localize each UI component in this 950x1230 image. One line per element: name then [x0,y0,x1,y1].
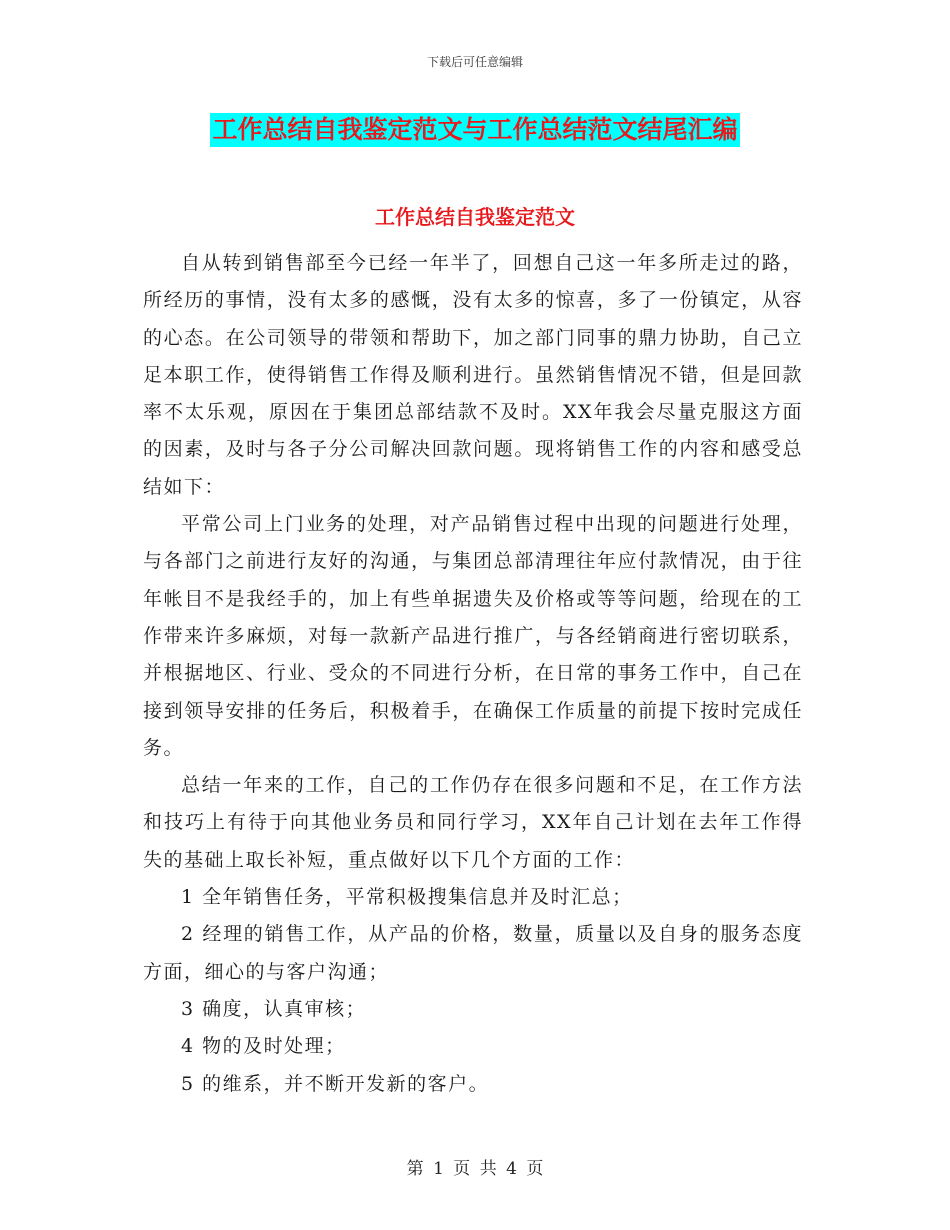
page-number-footer: 第 1 页 共 4 页 [406,1159,544,1179]
body-text [143,245,803,1103]
list-item: 3 确度，认真审核； [181,997,367,1020]
paragraph: 平常公司上门业务的处理，对产品销售过程中出现的问题进行处理，与各部门之前进行友好的沟通，与集团总部清理往年应付款情况，由于往年帐目不是我经手的，加上有些单据遗失及价格或等等问题，给现在的工作带来许多麻烦，对每一款新产品进行推广，与各经销商进行密切联系，并根据地区、行业、受众的不同进行分析，在日常的事务工作中，自己在接到领导安排的任务后，积极着手，在确保工作质量的前提下按时完成任务。 [143,513,803,759]
section-title: 工作总结自我鉴定范文 [375,205,575,229]
paragraph: 自从转到销售部至今已经一年半了，回想自己这一年多所走过的路，所经历的事情，没有太多的感慨，没有太多的惊喜，多了一份镇定，从容的心态。在公司领导的带领和帮助下，加之部门同事的鼎力协助，自己立足本职工作，使得销售工作得及顺利进行。虽然销售情况不错，但是回款率不太乐观，原因在于集团总部结款不及时。XX年我会尽量克服这方面的因素，及时与各子分公司解决回款问题。现将销售工作的内容和感受总结如下： [143,252,803,498]
main-title: 工作总结自我鉴定范文与工作总结范文结尾汇编 [210,113,739,147]
list-item: 5 的维系，并不断开发新的客户。 [181,1072,490,1095]
header-note: 下载后可任意编辑 [426,55,523,69]
main-title-container [0,113,950,147]
paragraph: 总结一年来的工作，自己的工作仍存在很多问题和不足，在工作方法和技巧上有待于向其他业务员和同行学习，XX年自己计划在去年工作得失的基础上取长补短，重点做好以下几个方面的工作： [143,774,803,871]
list-item: 2 经理的销售工作，从产品的价格，数量，质量以及自身的服务态度方面，细心的与客户沟通； [143,923,803,983]
list-item: 1 全年销售任务，平常积极搜集信息并及时汇总； [181,886,633,909]
list-item: 4 物的及时处理； [181,1035,346,1058]
